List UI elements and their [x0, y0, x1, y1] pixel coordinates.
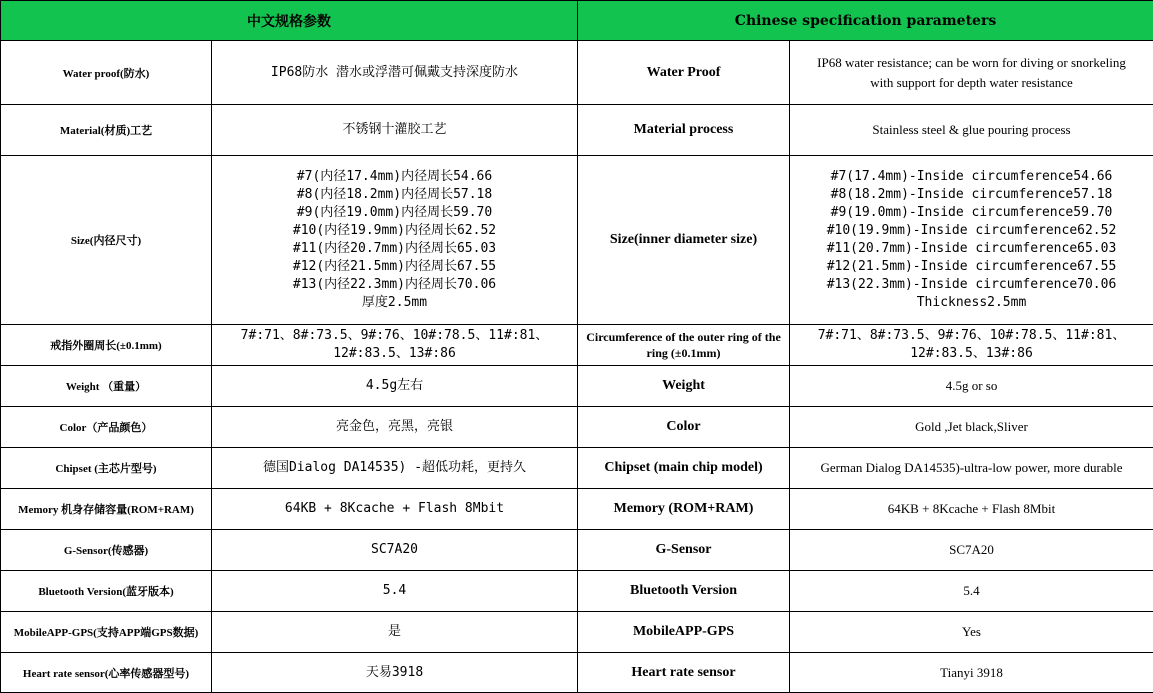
- header-chinese: 中文规格参数: [1, 1, 578, 41]
- value-line: 12#:83.5、13#:86: [794, 345, 1149, 363]
- value-line: SC7A20: [216, 541, 573, 559]
- en-label: Bluetooth Version: [578, 571, 790, 612]
- zh-value: [212, 448, 578, 489]
- row-size: [1, 156, 1153, 325]
- row-chipset: [1, 448, 1153, 489]
- zh-label: Memory 机身存储容量(ROM+RAM): [1, 489, 212, 530]
- value-line: 亮金色，亮黑，亮银: [216, 418, 573, 436]
- en-label: Weight: [578, 366, 790, 407]
- zh-value: [212, 571, 578, 612]
- zh-value: [212, 156, 578, 325]
- zh-label: Chipset (主芯片型号): [1, 448, 212, 489]
- en-value: [790, 156, 1153, 325]
- value-line: #10(内径19.9mm)内径周长62.52: [216, 222, 573, 240]
- zh-value: [212, 489, 578, 530]
- row-color: [1, 407, 1153, 448]
- en-value: [790, 571, 1153, 612]
- row-mobileapp-gps: [1, 612, 1153, 653]
- zh-label: Bluetooth Version(蓝牙版本): [1, 571, 212, 612]
- value-line: 7#:71、8#:73.5、9#:76、10#:78.5、11#:81、: [216, 327, 573, 345]
- value-line: IP68防水 潜水或浮潜可佩戴支持深度防水: [216, 64, 573, 82]
- value-line: 12#:83.5、13#:86: [216, 345, 573, 363]
- row-material: [1, 105, 1153, 156]
- zh-label: Size(内径尺寸): [1, 156, 212, 325]
- zh-value: [212, 105, 578, 156]
- value-line: 德国Dialog DA14535) -超低功耗，更持久: [216, 459, 573, 477]
- value-line: Stainless steel & glue pouring process: [794, 120, 1149, 140]
- value-line: Tianyi 3918: [794, 663, 1149, 683]
- en-label: Size(inner diameter size): [578, 156, 790, 325]
- zh-value: [212, 653, 578, 693]
- zh-label: 戒指外圈周长(±0.1mm): [1, 325, 212, 366]
- row-heart-rate: [1, 653, 1153, 693]
- value-line: Gold ,Jet black,Sliver: [794, 417, 1149, 437]
- value-line: 天易3918: [216, 664, 573, 682]
- value-line: #8(18.2mm)-Inside circumference57.18: [794, 186, 1149, 204]
- value-line: 5.4: [794, 581, 1149, 601]
- zh-label: MobileAPP-GPS(支持APP端GPS数据): [1, 612, 212, 653]
- en-label: Color: [578, 407, 790, 448]
- value-line: 64KB + 8Kcache + Flash 8Mbit: [216, 500, 573, 518]
- value-line: #7(17.4mm)-Inside circumference54.66: [794, 168, 1149, 186]
- value-line: #7(内径17.4mm)内径周长54.66: [216, 168, 573, 186]
- en-value: [790, 530, 1153, 571]
- value-line: #13(内径22.3mm)内径周长70.06: [216, 276, 573, 294]
- en-value: [790, 366, 1153, 407]
- value-line: German Dialog DA14535)-ultra-low power, more durable: [794, 458, 1149, 478]
- value-line: IP68 water resistance; can be worn for diving or snorkeling: [794, 53, 1149, 73]
- zh-label: Material(材质)工艺: [1, 105, 212, 156]
- header-english: Chinese specification parameters: [578, 1, 1153, 41]
- en-value: [790, 448, 1153, 489]
- value-line: SC7A20: [794, 540, 1149, 560]
- en-label: Chipset (main chip model): [578, 448, 790, 489]
- value-line: 5.4: [216, 582, 573, 600]
- en-label: Water Proof: [578, 41, 790, 105]
- value-line: #11(20.7mm)-Inside circumference65.03: [794, 240, 1149, 258]
- en-value: [790, 489, 1153, 530]
- value-line: #12(内径21.5mm)内径周长67.55: [216, 258, 573, 276]
- zh-value: [212, 407, 578, 448]
- value-line: 7#:71、8#:73.5、9#:76、10#:78.5、11#:81、: [794, 327, 1149, 345]
- value-line: Thickness2.5mm: [794, 294, 1149, 312]
- header-row: [1, 1, 1153, 41]
- value-line: with support for depth water resistance: [794, 73, 1149, 93]
- en-label: MobileAPP-GPS: [578, 612, 790, 653]
- en-label: Memory (ROM+RAM): [578, 489, 790, 530]
- row-bluetooth: [1, 571, 1153, 612]
- en-value: [790, 612, 1153, 653]
- value-line: #13(22.3mm)-Inside circumference70.06: [794, 276, 1149, 294]
- en-value: [790, 41, 1153, 105]
- value-line: #8(内径18.2mm)内径周长57.18: [216, 186, 573, 204]
- value-line: 64KB + 8Kcache + Flash 8Mbit: [794, 499, 1149, 519]
- en-label: Material process: [578, 105, 790, 156]
- value-line: #9(19.0mm)-Inside circumference59.70: [794, 204, 1149, 222]
- en-value: [790, 325, 1153, 366]
- zh-value: [212, 325, 578, 366]
- en-label: Heart rate sensor: [578, 653, 790, 693]
- row-outer-circumference: [1, 325, 1153, 366]
- value-line: 是: [216, 623, 573, 641]
- en-label: Circumference of the outer ring of the ring (±0.1mm): [578, 325, 790, 366]
- value-line: 不锈钢十灌胶工艺: [216, 121, 573, 139]
- zh-label: G-Sensor(传感器): [1, 530, 212, 571]
- row-waterproof: [1, 41, 1153, 105]
- en-label: G-Sensor: [578, 530, 790, 571]
- value-line: #9(内径19.0mm)内径周长59.70: [216, 204, 573, 222]
- row-weight: [1, 366, 1153, 407]
- zh-value: [212, 530, 578, 571]
- row-gsensor: [1, 530, 1153, 571]
- zh-label: Weight （重量）: [1, 366, 212, 407]
- value-line: #12(21.5mm)-Inside circumference67.55: [794, 258, 1149, 276]
- zh-value: [212, 366, 578, 407]
- zh-label: Heart rate sensor(心率传感器型号): [1, 653, 212, 693]
- value-line: Yes: [794, 622, 1149, 642]
- value-line: #10(19.9mm)-Inside circumference62.52: [794, 222, 1149, 240]
- en-value: [790, 407, 1153, 448]
- en-value: [790, 105, 1153, 156]
- en-value: [790, 653, 1153, 693]
- zh-value: [212, 41, 578, 105]
- row-memory: [1, 489, 1153, 530]
- zh-label: Water proof(防水): [1, 41, 212, 105]
- value-line: 4.5g or so: [794, 376, 1149, 396]
- value-line: #11(内径20.7mm)内径周长65.03: [216, 240, 573, 258]
- zh-value: [212, 612, 578, 653]
- value-line: 厚度2.5mm: [216, 294, 573, 312]
- zh-label: Color（产品颜色）: [1, 407, 212, 448]
- value-line: 4.5g左右: [216, 377, 573, 395]
